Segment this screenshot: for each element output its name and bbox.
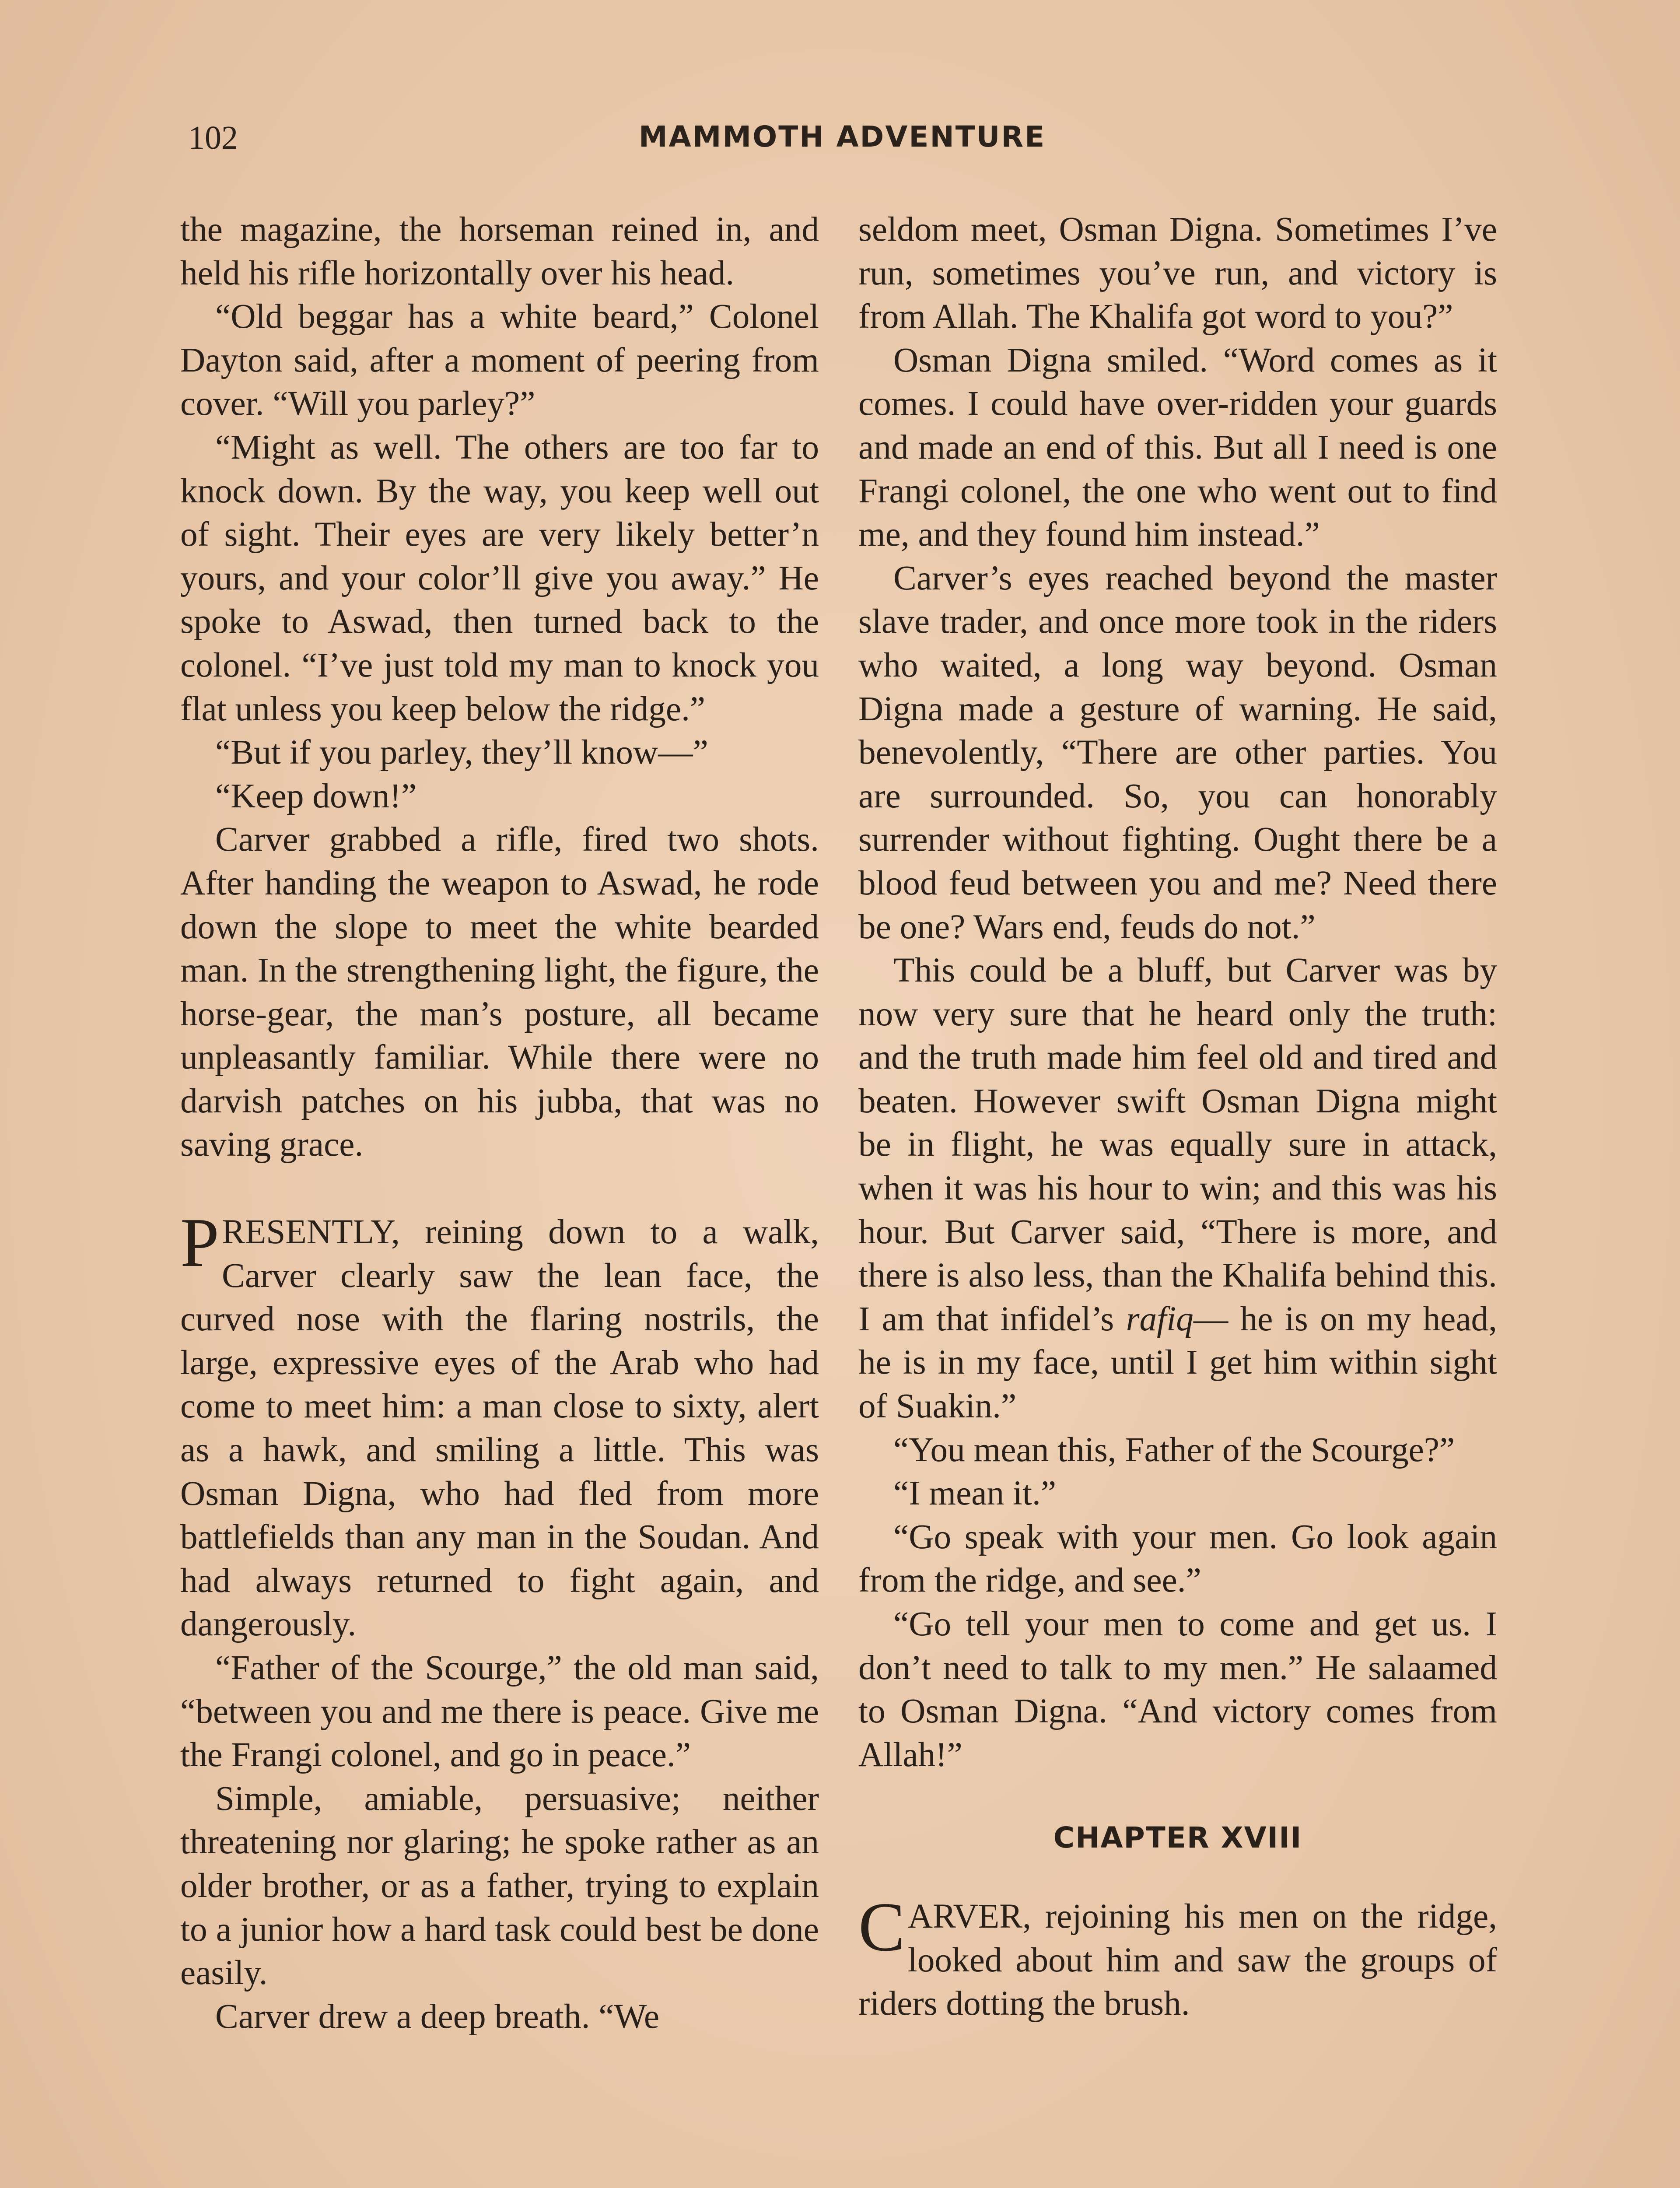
paragraph: Simple, amiable, persuasive; neither threatening nor glaring; he spoke rather as an older brother, or as a father, trying to explain to a junior how a hard task could best be done easily. xyxy=(180,1779,819,1992)
paragraph: “Father of the Scourge,” the old man said, “between you and me there is peace. Give me the Frangi colonel, and go in peace.” xyxy=(180,1648,819,1774)
paragraph-text: rejoining his men on the ridge, looked about him and saw the groups of riders dotting the brush. xyxy=(858,1897,1497,2023)
small-caps-lead: RESENTLY, xyxy=(221,1213,400,1252)
paragraph: “Keep down!” xyxy=(215,776,417,815)
small-caps-lead: ARVER, xyxy=(907,1897,1031,1936)
paragraph-text: This could be a bluff, but Carver was by now very sure that he heard only the truth: and the truth made him feel old and tired and beaten. However swift Osman Digna might be in flight, he was equally sure in attack, when it was his hour to win; and this was his hour. But Carver said, “There is more, and there is also less, than the Khalifa behind this. I am that infidel’s xyxy=(858,951,1497,1338)
paragraph: “Go speak with your men. Go look again from the ridge, and see.” xyxy=(858,1517,1497,1600)
drop-cap: P xyxy=(180,1203,219,1282)
paragraph-text: — he is on my head, he is in my face, until I get him within sight of Suakin.” xyxy=(858,1299,1498,1426)
paragraph: seldom meet, Osman Digna. Sometimes I’ve run, sometimes you’ve run, and victory is from Allah. The Khalifa got word to you?” xyxy=(858,210,1497,336)
paragraph: Carver grabbed a rifle, fired two shots. After handing the weapon to Aswad, he rode down the slope to meet the white bearded man. In the strengthening light, the figure, the horse-gear, the man’s posture, all became unpleasantly familiar. While there were no darvish patches on his jubba, that was no saving grace. xyxy=(180,820,819,1164)
drop-cap: C xyxy=(858,1887,905,1966)
right-column xyxy=(858,208,1497,2026)
paragraph: “But if you parley, they’ll know—” xyxy=(215,733,708,772)
dropcap-paragraph xyxy=(180,1203,819,1646)
paragraph: “I mean it.” xyxy=(893,1474,1057,1513)
paragraph: Osman Digna smiled. “Word comes as it comes. I could have over-ridden your guards and made an end of this. But all I need is one Frangi colonel, the one who went out to find me, and they found him instead.” xyxy=(858,340,1497,554)
chapter-heading: CHAPTER XVIII xyxy=(1053,1821,1302,1855)
paragraph: “You mean this, Father of the Scourge?” xyxy=(893,1430,1455,1469)
italic-word: rafiq xyxy=(1126,1299,1194,1338)
paragraph: “Might as well. The others are too far to knock down. By the way, you keep well out of sight. Their eyes are very likely better’n yours, and your color’ll give you away.” He spoke to Aswad, then turned back to the colonel. “I’ve just told my man to knock you flat unless you keep below the ridge.” xyxy=(180,428,819,728)
paragraph-text: reining down to a walk, Carver clearly saw the lean face, the curved nose with the flaring nostrils, the large, expressive eyes of the Arab who had come to meet him: a man close to sixty, alert as a hawk, and smiling a little. This was Osman Digna, who had fled from more battlefields than any man in the Soudan. And had always returned to fight again, and dangerously. xyxy=(180,1213,819,1644)
page-header xyxy=(0,119,1680,167)
dropcap-paragraph xyxy=(858,1887,1497,2026)
running-head: MAMMOTH ADVENTURE xyxy=(639,120,1046,154)
paragraph xyxy=(858,949,1497,1428)
page-number: 102 xyxy=(188,119,238,156)
paragraph: “Go tell your men to come and get us. I don’t need to talk to my men.” He salaamed to Osman Digna. “And victory comes from Allah!” xyxy=(858,1605,1497,1774)
left-column xyxy=(180,208,819,2038)
paragraph: “Old beggar has a white beard,” Colonel Dayton said, after a moment of peering from cover. “Will you parley?” xyxy=(180,297,819,423)
paragraph: Carver’s eyes reached beyond the master slave trader, and once more took in the riders who waited, a long way beyond. Osman Digna made a gesture of warning. He said, benevolently, “There are other parties. You are surrounded. So, you can honorably surrender without fighting. Ought there be a blood feud between you and me? Need there be one? Wars end, feuds do not.” xyxy=(858,558,1497,946)
paragraph: the magazine, the horseman reined in, and held his rifle horizontally over his head. xyxy=(180,210,819,292)
paragraph: Carver drew a deep breath. “We xyxy=(215,1997,660,2036)
